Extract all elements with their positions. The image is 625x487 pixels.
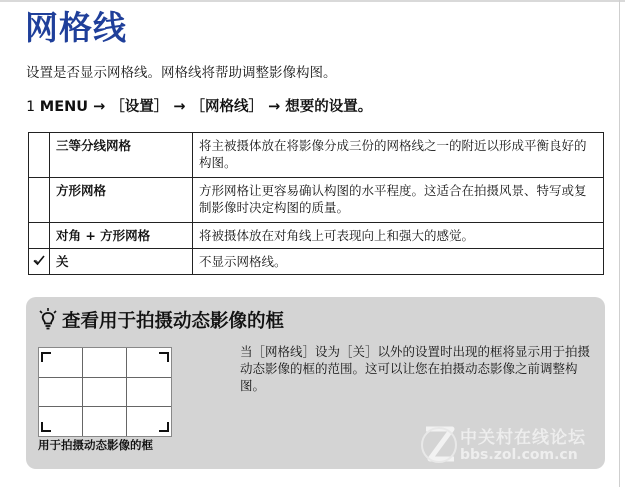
option-name: 对角 + 方形网格 (50, 223, 193, 249)
option-desc: 将被摄体放在对角线上可表现向上和强大的感觉。 (193, 223, 604, 249)
option-name: 三等分线网格 (50, 133, 193, 178)
intro-text: 设置是否显示网格线。网格线将帮助调整影像构图。 (26, 65, 337, 81)
grid-line (82, 348, 83, 436)
table-row (29, 133, 604, 178)
page-title: 网格线 (25, 8, 127, 47)
zol-logo-icon (420, 423, 458, 467)
table-row (29, 223, 604, 249)
grid-line (39, 406, 171, 407)
watermark-name: 中关村在线论坛 (460, 428, 586, 448)
checkmark-icon (33, 254, 45, 266)
step-menu-path: MENU → ［设置］ → ［网格线］ → 想要的设置。 (39, 99, 373, 115)
grid-line (39, 377, 171, 378)
checkmark-cell (29, 249, 50, 275)
checkmark-cell (29, 133, 50, 178)
checkmark-cell (29, 178, 50, 223)
option-desc: 将主被摄体放在将影像分成三份的网格线之一的附近以形成平衡良好的构图。 (193, 133, 604, 178)
option-desc: 方形网格让更容易确认构图的水平程度。这适合在拍摄风景、特写或复制影像时决定构图的质量。 (193, 178, 604, 223)
grid-line (126, 348, 127, 436)
frame-corner (159, 352, 169, 362)
option-desc: 不显示网格线。 (193, 249, 604, 275)
lightbulb-icon (38, 308, 58, 330)
right-rule (619, 0, 620, 487)
step-number: 1 (26, 99, 35, 115)
tip-body: 当［网格线］设为［关］以外的设置时出现的框将显示用于拍摄动态影像的框的范围。这可以让您在拍摄动态影像之前调整构图。 (240, 344, 591, 393)
table-row (29, 249, 604, 275)
watermark (420, 423, 605, 469)
frame-caption: 用于拍摄动态影像的框 (38, 438, 153, 452)
checkmark-cell (29, 223, 50, 249)
options-table (28, 132, 604, 275)
step-instruction (26, 95, 372, 116)
option-name: 方形网格 (50, 178, 193, 223)
tip-heading (38, 307, 284, 333)
frame-corner (159, 422, 169, 432)
frame-corner (41, 422, 51, 432)
frame-corner (41, 352, 51, 362)
tip-heading-text: 查看用于拍摄动态影像的框 (62, 311, 285, 332)
table-row (29, 178, 604, 223)
watermark-url: bbs.zol.com.cn (460, 447, 578, 463)
movie-frame-illustration (38, 347, 172, 437)
option-name: 关 (50, 249, 193, 275)
